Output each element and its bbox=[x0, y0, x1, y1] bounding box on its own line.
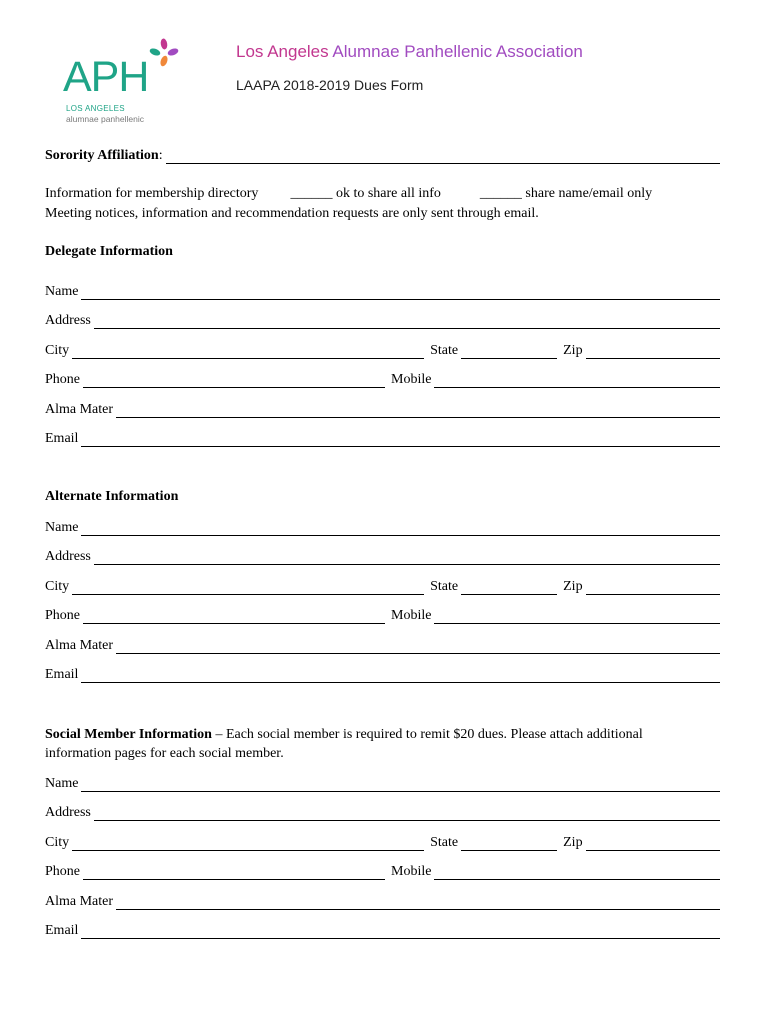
zip-label: Zip bbox=[563, 835, 583, 850]
social-email-row bbox=[45, 921, 720, 939]
delegate-state-field[interactable] bbox=[461, 345, 557, 359]
social-email-field[interactable] bbox=[81, 925, 720, 939]
alternate-state-field[interactable] bbox=[461, 581, 557, 595]
city-label: City bbox=[45, 835, 70, 850]
address-label: Address bbox=[45, 313, 91, 328]
email-label: Email bbox=[45, 431, 79, 446]
city-label: City bbox=[45, 579, 70, 594]
social-city-field[interactable] bbox=[72, 837, 424, 851]
phone-label: Phone bbox=[45, 608, 80, 623]
share-name-blank[interactable]: ______ bbox=[479, 186, 522, 201]
title-part2: Alumnae Panhellenic Association bbox=[332, 42, 583, 61]
address-label: Address bbox=[45, 549, 91, 564]
delegate-heading: Delegate Information bbox=[45, 244, 173, 259]
alternate-city-row bbox=[45, 577, 720, 595]
delegate-mobile-field[interactable] bbox=[434, 374, 720, 388]
logo-line1: LOS ANGELES bbox=[66, 104, 125, 113]
affiliation-field[interactable] bbox=[166, 150, 720, 164]
alternate-name-row bbox=[45, 518, 720, 536]
delegate-address-row bbox=[45, 311, 720, 329]
mobile-label: Mobile bbox=[391, 372, 432, 387]
delegate-zip-field[interactable] bbox=[586, 345, 720, 359]
social-name-field[interactable] bbox=[81, 778, 720, 792]
social-address-field[interactable] bbox=[94, 807, 720, 821]
alternate-address-row bbox=[45, 547, 720, 565]
affiliation-row bbox=[45, 146, 720, 164]
delegate-email-field[interactable] bbox=[81, 433, 720, 447]
alma-mater-label: Alma Mater bbox=[45, 638, 114, 653]
email-notice: Meeting notices, information and recommendation requests are only sent through email. bbox=[45, 206, 539, 221]
share-all-option: ok to share all info bbox=[332, 186, 441, 201]
social-alma-field[interactable] bbox=[116, 896, 720, 910]
social-city-row bbox=[45, 833, 720, 851]
logo-line2: alumnae panhellenic bbox=[66, 114, 144, 124]
page-subtitle: LAAPA 2018-2019 Dues Form bbox=[236, 77, 424, 93]
social-phone-row bbox=[45, 862, 720, 880]
name-label: Name bbox=[45, 776, 79, 791]
zip-label: Zip bbox=[563, 579, 583, 594]
social-mobile-field[interactable] bbox=[434, 866, 720, 880]
alternate-name-field[interactable] bbox=[81, 522, 720, 536]
delegate-alma-row bbox=[45, 400, 720, 418]
phone-label: Phone bbox=[45, 372, 80, 387]
alternate-email-row bbox=[45, 665, 720, 683]
delegate-alma-field[interactable] bbox=[116, 404, 720, 418]
zip-label: Zip bbox=[563, 343, 583, 358]
address-label: Address bbox=[45, 805, 91, 820]
directory-line bbox=[45, 185, 652, 203]
directory-label: Information for membership directory bbox=[45, 186, 259, 201]
name-label: Name bbox=[45, 520, 79, 535]
page-title bbox=[236, 42, 583, 62]
city-label: City bbox=[45, 343, 70, 358]
name-label: Name bbox=[45, 284, 79, 299]
social-zip-field[interactable] bbox=[586, 837, 720, 851]
alternate-alma-field[interactable] bbox=[116, 640, 720, 654]
state-label: State bbox=[430, 343, 459, 358]
delegate-city-row bbox=[45, 341, 720, 359]
alternate-heading: Alternate Information bbox=[45, 489, 179, 504]
phone-label: Phone bbox=[45, 864, 80, 879]
delegate-name-field[interactable] bbox=[81, 286, 720, 300]
alternate-alma-row bbox=[45, 636, 720, 654]
alternate-mobile-field[interactable] bbox=[434, 610, 720, 624]
mobile-label: Mobile bbox=[391, 608, 432, 623]
email-label: Email bbox=[45, 923, 79, 938]
mobile-label: Mobile bbox=[391, 864, 432, 879]
logo-letters: APH bbox=[63, 53, 149, 101]
social-heading-line2: information pages for each social member. bbox=[45, 746, 284, 761]
social-address-row bbox=[45, 803, 720, 821]
social-state-field[interactable] bbox=[461, 837, 557, 851]
social-name-row bbox=[45, 774, 720, 792]
state-label: State bbox=[430, 835, 459, 850]
social-phone-field[interactable] bbox=[83, 866, 385, 880]
alma-mater-label: Alma Mater bbox=[45, 402, 114, 417]
delegate-address-field[interactable] bbox=[94, 315, 720, 329]
alternate-address-field[interactable] bbox=[94, 551, 720, 565]
alternate-zip-field[interactable] bbox=[586, 581, 720, 595]
delegate-phone-field[interactable] bbox=[83, 374, 385, 388]
social-alma-row bbox=[45, 892, 720, 910]
alternate-phone-row bbox=[45, 606, 720, 624]
affiliation-colon: : bbox=[158, 148, 163, 163]
flower-icon bbox=[148, 38, 180, 68]
state-label: State bbox=[430, 579, 459, 594]
title-part1: Los Angeles bbox=[236, 42, 333, 61]
social-heading-bold: Social Member Information bbox=[45, 727, 212, 742]
alternate-email-field[interactable] bbox=[81, 669, 720, 683]
share-name-option: share name/email only bbox=[521, 186, 653, 201]
email-label: Email bbox=[45, 667, 79, 682]
delegate-name-row bbox=[45, 282, 720, 300]
alma-mater-label: Alma Mater bbox=[45, 894, 114, 909]
alternate-phone-field[interactable] bbox=[83, 610, 385, 624]
alternate-city-field[interactable] bbox=[72, 581, 424, 595]
aph-logo bbox=[63, 38, 193, 128]
affiliation-label: Sorority Affiliation bbox=[45, 148, 159, 163]
share-all-blank[interactable]: ______ bbox=[290, 186, 333, 201]
delegate-email-row bbox=[45, 429, 720, 447]
social-heading bbox=[45, 726, 643, 744]
delegate-city-field[interactable] bbox=[72, 345, 424, 359]
delegate-phone-row bbox=[45, 370, 720, 388]
social-heading-text: – Each social member is required to remit $20 dues. Please attach additional bbox=[211, 727, 643, 742]
